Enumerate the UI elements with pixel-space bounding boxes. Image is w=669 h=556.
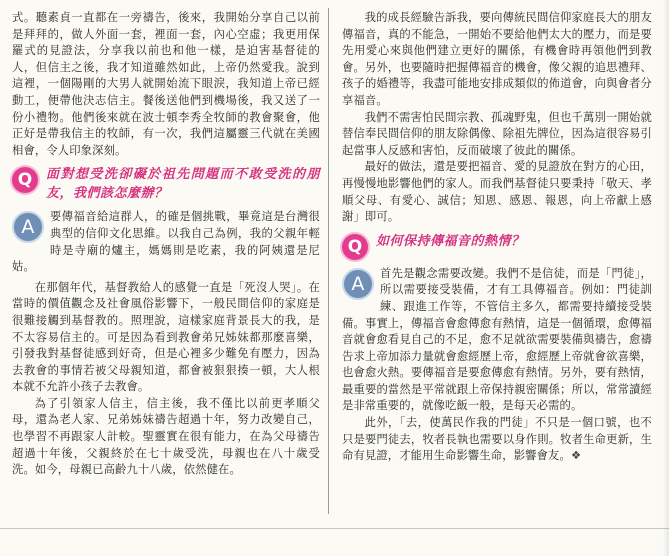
answer-1 bbox=[12, 209, 320, 275]
left-paragraph-2: 在那個年代，基督教給人的感覺一直是「死沒人哭」。在當時的價值觀念及社會風俗影響下，一般民間信仰的家庭是很難接觸到基督教的。照理說，這樣家庭背景長大的我，是不太容易信主的。可是因為看到教會弟兄姊妹都那麼喜樂，引發我對基督徒感到好奇，但是心裡多少難免有壓力，因為去教會的事情若被父母親知道，都會被狠狠揍一頓，大人根本就不允許小孩子去教會。 bbox=[12, 280, 320, 394]
right-paragraph-4-text: 此外，「去，使萬民作我的門徒」不只是一個口號，也不只是要門徒去，牧者長執也需要以身作則。牧者生命更新，生命有見證，才能用生命影響生命，影響會友。 bbox=[342, 416, 652, 463]
answer-2 bbox=[342, 266, 652, 415]
end-mark-icon: ❖ bbox=[570, 449, 582, 463]
right-paragraph-1: 我的成長經驗告訴我，要向傳統民間信仰家庭長大的朋友傳福音，真的不能急，一開始不要給他們太大的壓力，而是要先用愛心來與他們建立更好的關係，有機會時再領他們到教會。另外，也要隨時把握傳福音的機會，像父親的追思禮拜、孩子的婚禮等，我盡可能地安排成類似的佈道會，向與會者分享福音。 bbox=[342, 11, 652, 107]
question-1-text: 面對想受洗卻礙於祖先問題而不敢受洗的朋友，我們該怎麼辦？ bbox=[46, 167, 320, 202]
question-2-text: 如何保持傳福音的熱情？ bbox=[376, 233, 525, 249]
answer-1-text: 要傳福音給這群人，的確是個挑戰，畢竟這是台灣很典型的信仰文化思維。以我自己為例，我的父親年輕時是寺廟的爐主，媽媽則是吃素，我的阿姨還是尼姑。 bbox=[12, 210, 320, 274]
right-paragraph-2: 我們不需害怕民間宗教、孤魂野鬼，但也千萬別一開始就替信奉民間信仰的朋友除偶像、除祖先牌位，因為這很容易引起當事人反感和害怕，反而破壞了彼此的關係。 bbox=[342, 110, 652, 157]
answer-badge-icon: A bbox=[342, 268, 374, 300]
left-paragraph-1: 式。聽素貞一直都在一旁禱告，後來，我開始分享自己以前是拜拜的，做人外面一套，裡面一套，內心空虛；我更用保羅式的見證法，分享我以前也和他一樣，是迫害基督徒的人，但信主之後，我才知道雖然如此，上帝仍然愛我。說到這裡，一個陽剛的大男人就開始流下眼淚，我知道上帝已經動工，便帶他決志信主。餐後送他們到機場後，我又送了一份小禮物。他們後來就在波士頓李秀全牧師的教會聚會，他正好是帶我信主的牧師，有一次，我們這屬靈三代就在美國相會，令人印象深刻。 bbox=[12, 11, 320, 157]
right-column bbox=[342, 10, 652, 465]
question-badge-icon: Q bbox=[12, 167, 38, 193]
column-divider bbox=[328, 8, 329, 514]
right-paragraph-4 bbox=[342, 415, 652, 465]
page-bottom-rule bbox=[0, 528, 669, 529]
answer-badge-icon: A bbox=[12, 211, 44, 243]
question-2-heading bbox=[342, 232, 652, 260]
question-1-heading bbox=[12, 165, 320, 203]
question-badge-icon: Q bbox=[342, 234, 368, 260]
left-paragraph-3: 為了引領家人信主，信主後，我不僅比以前更孝順父母，還為老人家、兄弟姊妹禱告超過十年，努力改變自己，也學習不再跟家人計較。聖靈實在很有能力，在為父母禱告超過十年後，父親終於在七十歲受洗，母親也在八十歲受洗。如今，母親已高齡九十八歲，依然健在。 bbox=[12, 396, 320, 477]
right-paragraph-3: 最好的做法，還是要把福音、愛的見證放在對方的心田，再慢慢地影響他們的家人。而我們基督徒只要秉持「敬天、孝順父母、有愛心、誠信；知恩、感恩、報恩，向上帝獻上感謝」即可。 bbox=[342, 160, 652, 224]
answer-2-text: 首先是觀念需要改變。我們不是信徒，而是「門徒」，所以需要接受裝備，才有工具傳福音。例如：門徒訓練、跟進工作等，不管信主多久，都需要持續接受裝備。事實上，傳福音會愈傳愈有熱情，這是一個循環，愈傳福音就會愈看見自己的不足，愈不足就欲需要裝備與禱告，愈禱告求上帝加添力量就會愈經歷上帝，愈經歷上帝就會欲喜樂，也會愈火熱。要傳福音是要愈傳愈有熱情。另外，要有熱情，最重要的當然是平常就跟上帝保持親密關係；所以，常常讀經是非常重要的，就像吃飯一般，是每天必需的。 bbox=[342, 266, 652, 413]
scan-edge-shadow bbox=[663, 0, 669, 556]
left-column bbox=[12, 10, 320, 479]
